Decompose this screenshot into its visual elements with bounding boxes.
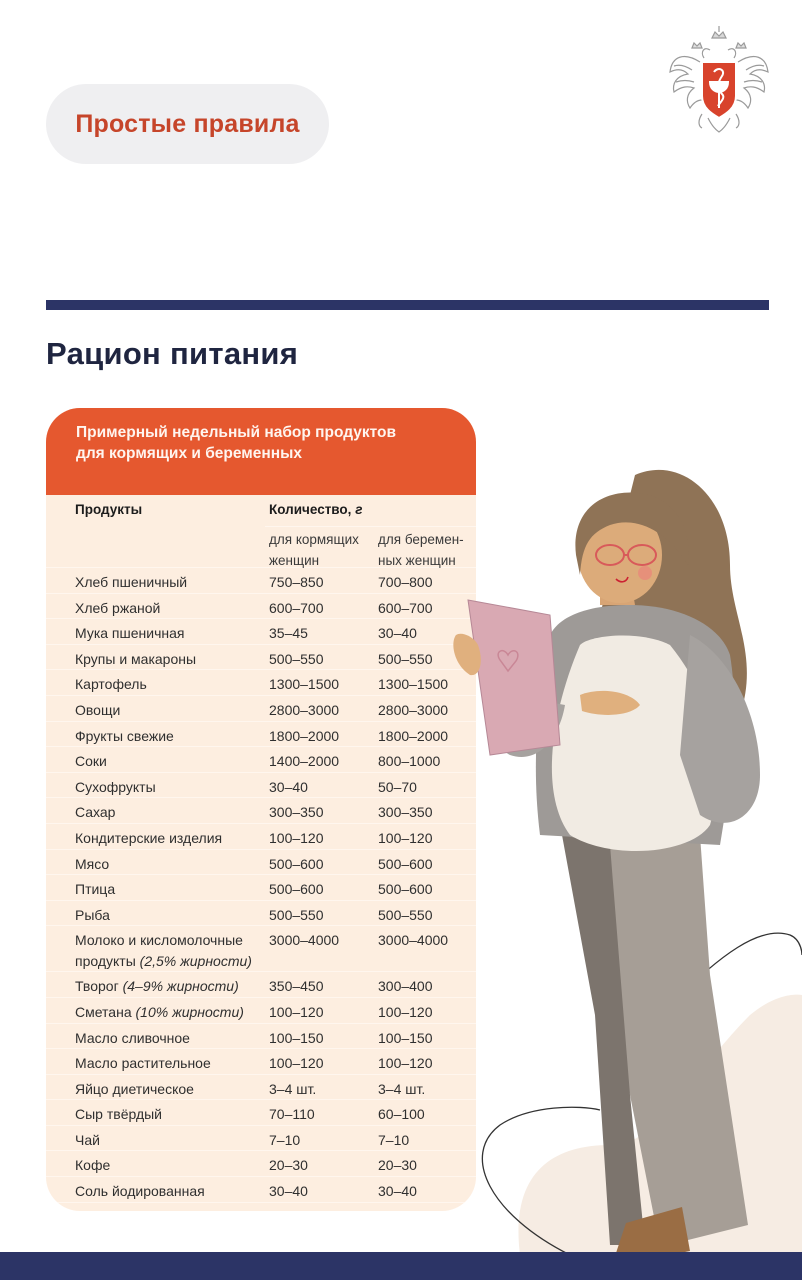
nursing-amount: 1400–2000 [269, 753, 340, 770]
product-name [75, 802, 265, 823]
quantity-label: Количество, [269, 502, 352, 517]
product-label: Овощи [75, 701, 121, 718]
footer-bar [0, 1252, 802, 1280]
nursing-amount: 1800–2000 [269, 727, 340, 744]
table-title-line2: для кормящих и беременных [76, 445, 302, 462]
nursing-amount: 100–120 [269, 1003, 324, 1020]
nursing-amount: 500–550 [269, 650, 324, 667]
product-note: (4–9% жирности) [122, 978, 239, 995]
pregnant-amount: 60–100 [378, 1106, 425, 1123]
pregnant-amount: 600–700 [378, 599, 433, 616]
table-row [46, 696, 476, 722]
product-name [75, 1002, 265, 1023]
product-name [75, 700, 265, 721]
pregnant-amount: 100–120 [378, 1055, 433, 1072]
pregnant-amount: 30–40 [378, 1183, 417, 1200]
nursing-amount: 300–350 [269, 804, 324, 821]
nursing-amount: 100–150 [269, 1029, 324, 1046]
table-row [46, 798, 476, 824]
nursing-amount: 100–120 [269, 1055, 324, 1072]
section-divider [46, 300, 769, 310]
product-name [75, 598, 265, 619]
nursing-amount: 500–600 [269, 855, 324, 872]
column-header-products: Продукты [75, 502, 143, 517]
pregnant-amount: 800–1000 [378, 753, 441, 770]
nursing-amount: 100–120 [269, 829, 324, 846]
product-label: Птица [75, 881, 116, 898]
page-title: Рацион питания [46, 336, 299, 371]
product-name [75, 1079, 265, 1100]
table-body [46, 568, 476, 1203]
product-label: Кондитерские изделия [75, 829, 223, 846]
table-row [46, 824, 476, 850]
product-name [75, 751, 265, 772]
column-header-nursing: для кормящих женщин [269, 532, 359, 568]
table-row [46, 1100, 476, 1126]
table-row [46, 998, 476, 1024]
nursing-amount: 30–40 [269, 778, 308, 795]
product-name [75, 572, 265, 593]
product-label: Мука пшеничная [75, 625, 185, 642]
nursing-amount: 500–550 [269, 906, 324, 923]
table-row [46, 568, 476, 594]
product-label: Масло сливочное [75, 1029, 190, 1046]
table-row [46, 1024, 476, 1050]
product-name [75, 726, 265, 747]
nursing-amount: 30–40 [269, 1183, 308, 1200]
product-label: Картофель [75, 676, 147, 693]
pregnant-amount: 50–70 [378, 778, 417, 795]
table-title [46, 408, 476, 495]
product-name [75, 674, 265, 695]
pregnant-amount: 3000–4000 [378, 932, 449, 949]
table-row [46, 972, 476, 998]
product-label: Кофе [75, 1157, 111, 1174]
nursing-amount: 70–110 [269, 1106, 315, 1123]
pregnant-amount: 100–150 [378, 1029, 433, 1046]
product-name [75, 649, 265, 670]
section-badge-label: Простые правила [75, 109, 300, 138]
product-label: Чай [75, 1131, 100, 1148]
table-row [46, 670, 476, 696]
product-name [75, 976, 265, 997]
product-label: Молоко и кисломолочные продукты [75, 932, 243, 969]
table-row [46, 875, 476, 901]
product-name [75, 623, 265, 644]
product-label: Сыр твёрдый [75, 1106, 163, 1123]
table-row [46, 594, 476, 620]
table-row [46, 773, 476, 799]
pregnant-woman-illustration [430, 455, 802, 1255]
pregnant-amount: 1300–1500 [378, 676, 449, 693]
product-label: Сметана [75, 1003, 132, 1020]
product-label: Мясо [75, 855, 110, 872]
pregnant-amount: 2800–3000 [378, 701, 449, 718]
nursing-amount: 3000–4000 [269, 932, 340, 949]
table-row [46, 747, 476, 773]
pregnant-amount: 30–40 [378, 625, 417, 642]
table-row [46, 1177, 476, 1203]
pregnant-amount: 3–4 шт. [378, 1080, 426, 1097]
nursing-amount: 600–700 [269, 599, 324, 616]
ministry-emblem-icon [664, 22, 774, 136]
nursing-amount: 2800–3000 [269, 701, 340, 718]
table-row [46, 1075, 476, 1101]
pregnant-amount: 500–600 [378, 855, 433, 872]
nursing-amount: 500–600 [269, 881, 324, 898]
product-name [75, 1181, 265, 1202]
product-label: Фрукты свежие [75, 727, 174, 744]
table-header [46, 495, 476, 568]
pregnant-amount: 500–600 [378, 881, 433, 898]
table-row [46, 722, 476, 748]
column-header-quantity [269, 502, 362, 517]
column-header-pregnant: для беремен-ных женщин [378, 532, 464, 568]
pregnant-amount: 700–800 [378, 574, 433, 590]
product-label: Творог [75, 978, 119, 995]
product-note: (2,5% жирности) [139, 952, 252, 969]
nursing-amount: 3–4 шт. [269, 1080, 317, 1097]
product-label: Яйцо диетическое [75, 1080, 194, 1097]
pregnant-amount: 20–30 [378, 1157, 417, 1174]
nursing-amount: 750–850 [269, 574, 324, 590]
table-row [46, 1049, 476, 1075]
pregnant-amount: 300–350 [378, 804, 433, 821]
table-row [46, 850, 476, 876]
product-label: Хлеб пшеничный [75, 574, 188, 590]
product-label: Масло растительное [75, 1055, 211, 1072]
section-badge [46, 84, 329, 164]
pregnant-amount: 300–400 [378, 978, 433, 995]
table-row [46, 619, 476, 645]
product-name [75, 1130, 265, 1151]
pregnant-amount: 100–120 [378, 1003, 433, 1020]
product-label: Соль йодированная [75, 1183, 205, 1200]
product-label: Сахар [75, 804, 116, 821]
product-name [75, 1104, 265, 1125]
product-name [75, 879, 265, 900]
table-title-line1: Примерный недельный набор продуктов [76, 424, 397, 441]
nursing-amount: 20–30 [269, 1157, 308, 1174]
product-name [75, 854, 265, 875]
pregnant-amount: 100–120 [378, 829, 433, 846]
product-name [75, 1028, 265, 1049]
product-label: Крупы и макароны [75, 650, 197, 667]
product-name [75, 1155, 265, 1176]
product-name [75, 905, 265, 926]
nursing-amount: 35–45 [269, 625, 308, 642]
product-name [75, 930, 265, 971]
pregnant-amount: 7–10 [378, 1131, 410, 1148]
table-row [46, 1151, 476, 1177]
product-label: Соки [75, 753, 107, 770]
nursing-amount: 350–450 [269, 978, 324, 995]
table-row [46, 901, 476, 927]
product-name [75, 777, 265, 798]
table-row [46, 926, 476, 972]
nursing-amount: 7–10 [269, 1131, 301, 1148]
table-row [46, 645, 476, 671]
product-note: (10% жирности) [135, 1003, 244, 1020]
pregnant-amount: 500–550 [378, 906, 433, 923]
table-row [46, 1126, 476, 1152]
product-name [75, 828, 265, 849]
product-label: Сухофрукты [75, 778, 156, 795]
product-label: Рыба [75, 906, 110, 923]
quantity-unit: г [355, 502, 363, 517]
product-label: Хлеб ржаной [75, 599, 161, 616]
pregnant-amount: 1800–2000 [378, 727, 449, 744]
pregnant-amount: 500–550 [378, 650, 433, 667]
nursing-amount: 1300–1500 [269, 676, 340, 693]
product-name [75, 1053, 265, 1074]
food-table-card [46, 408, 476, 1211]
